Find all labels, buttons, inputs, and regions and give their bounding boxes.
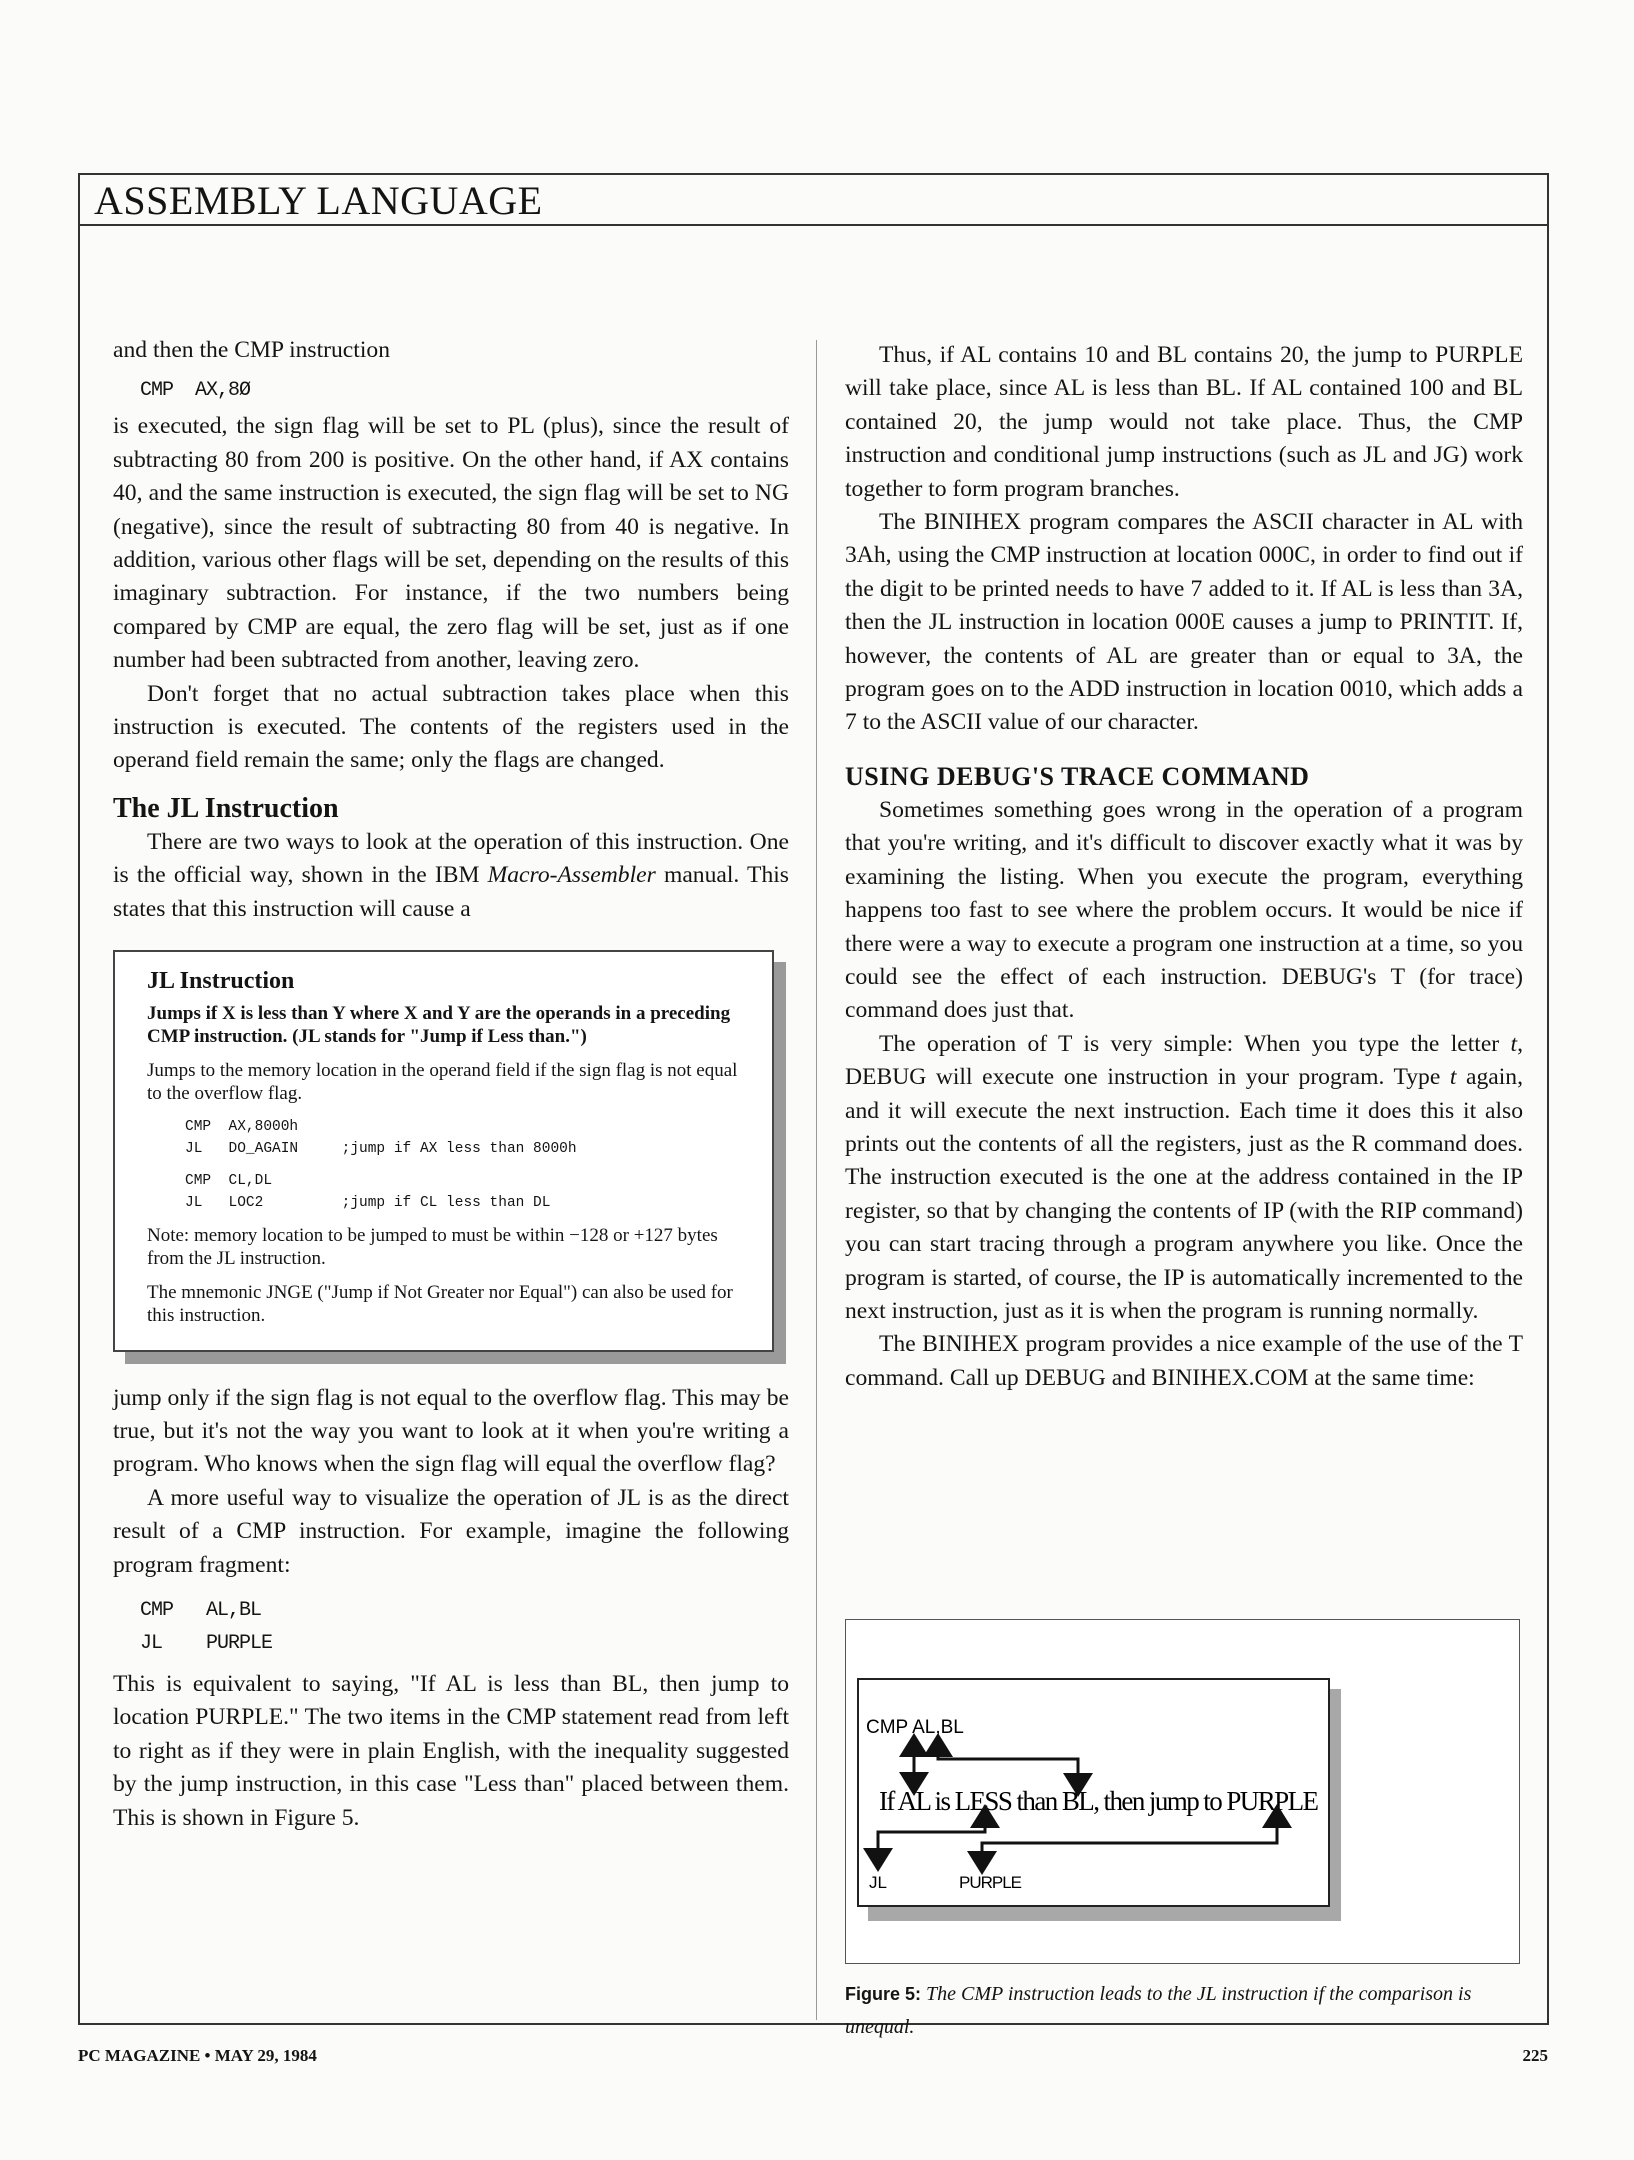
- column-divider: [816, 340, 817, 2020]
- paragraph: The BINIHEX program provides a nice example of the use of the T command. Call up DEBUG and BINIHEX.COM at the same time:: [845, 1331, 1523, 1391]
- jl-instruction-sidebar: [113, 950, 774, 1352]
- caption-text: The CMP instruction leads to the JL instruction if the comparison is unequal.: [845, 1983, 1472, 2038]
- section-header: [78, 173, 1549, 226]
- footer-magazine: PC MAGAZINE • MAY 29, 1984: [78, 2046, 317, 2065]
- figure-5: [845, 1619, 1520, 1964]
- paragraph: The BINIHEX program compares the ASCII character in AL with 3Ah, using the CMP instruction at location 000C, in order to find out if the digit to be printed needs to have 7 added to it. If AL is less than 3A, then the JL instruction in location 000E causes a jump to PRINTIT. If, however, the contents of AL are greater than or equal to 3A, the program goes on to the ADD instruction in location 0010, which adds a 7 to the ASCII value of our character.: [845, 509, 1523, 736]
- paragraph: is executed, the sign flag will be set to PL (plus), since the result of subtracting 80 from 200 is positive. On the other hand, if AX contains 40, and the same instruction is executed, the sign flag will be set to NG (negative), since the result of subtracting 80 from 40 is negative. In addition, various other flags will be set, depending on the results of this imaginary subtraction. For instance, if the two numbers being compared by CMP are equal, the zero flag will be set, just as if one number had been subtracted from another, leaving zero.: [113, 413, 789, 674]
- left-column: [113, 334, 789, 1835]
- sidebar-code: CMP AX,8000h JL DO_AGAIN ;jump if AX less than 8000h: [185, 1118, 577, 1157]
- text: The operation of T is very simple: When you type the letter: [879, 1030, 1511, 1057]
- sidebar-note: Note: memory location to be jumped to must be within −128 or +127 bytes from the JL instruction.: [147, 1224, 718, 1270]
- sidebar-note: The mnemonic JNGE ("Jump if Not Greater nor Equal") can also be used for this instruction.: [147, 1281, 733, 1327]
- code-snippet: CMP AL,BL JL PURPLE: [140, 1599, 273, 1656]
- paragraph: [845, 1028, 1523, 1329]
- paragraph: and then the CMP instruction: [113, 337, 390, 363]
- page-number: 225: [1522, 2046, 1548, 2065]
- paragraph: Don't forget that no actual subtraction takes place when this instruction is executed. The contents of the registers used in the operand field remain the same; only the flags are changed.: [113, 680, 789, 774]
- text: again, and it will execute the next instruction. Each time it does this it also prints out the contents of all the registers, just as the R command does. The instruction executed is the one at the address contained in the IP register, so that by changing the contents of IP (with the RIP command) you can start tracing through a program anywhere you like. Once the program is started, of course, the IP is automatically incremented to the next instruction, just as it is when the program is running normally.: [845, 1064, 1524, 1324]
- sidebar-text: Jumps to the memory location in the operand field if the sign flag is not equal to the overflow flag.: [147, 1059, 738, 1105]
- paragraph: jump only if the sign flag is not equal to the overflow flag. This may be true, but it's not the way you want to look at it when you're writing a program. Who knows when the sign flag will equal the overflow flag?: [113, 1384, 789, 1478]
- text: , DEBUG will execute one instruction in your program. Type: [845, 1030, 1523, 1091]
- text: manual. This states that this instruction will cause a: [113, 862, 789, 922]
- paragraph: [113, 826, 789, 926]
- section-title: ASSEMBLY LANGUAGE: [94, 178, 543, 223]
- right-column: [845, 339, 1523, 1395]
- caption-label: Figure 5:: [845, 1984, 922, 2004]
- text: t: [1449, 1064, 1457, 1091]
- diagram-purple: PURPLE: [959, 1873, 1022, 1892]
- paragraph: Sometimes something goes wrong in the operation of a program that you're writing, and it's difficult to discover exactly what it was by examining the listing. When you execute the program, everything happens too fast to see where the problem occurs. It would be nice if there were a way to execute a program one instruction at a time, so you could see the effect of each instruction. DEBUG's T (for trace) command does just that.: [845, 796, 1523, 1024]
- text: There are two ways to look at the operation of this instruction. One is the official way, shown in the IBM: [113, 828, 789, 889]
- figure-caption: [845, 1978, 1525, 2044]
- book-title: Macro-Assembler: [487, 862, 656, 889]
- code-snippet: CMP AX,8Ø: [140, 379, 251, 403]
- diagram-sentence: If AL is LESS than BL, then jump to PURPLE: [879, 1786, 1319, 1816]
- sidebar-text: Jumps if X is less than Y where X and Y are the operands in a preceding CMP instruction. (JL stands for "Jump if Less than."): [147, 1002, 731, 1048]
- paragraph: A more useful way to visualize the operation of JL is as the direct result of a CMP instruction. For example, imagine the following program fragment:: [113, 1484, 789, 1578]
- section-heading: USING DEBUG'S TRACE COMMAND: [845, 761, 1310, 791]
- sidebar-code: CMP CL,DL JL LOC2 ;jump if CL less than DL: [185, 1172, 551, 1211]
- text: t: [1510, 1030, 1518, 1057]
- section-heading: The JL Instruction: [113, 792, 339, 824]
- diagram-code: CMP AL,BL: [866, 1717, 964, 1738]
- paragraph: This is equivalent to saying, "If AL is less than BL, then jump to location PURPLE." The two items in the CMP statement read from left to right as if they were in plain English, with the inequality suggested by the jump instruction, in this case "Less than" placed between them. This is shown in Figure 5.: [113, 1671, 789, 1831]
- cmp-jl-diagram: [846, 1620, 1521, 1965]
- paragraph: Thus, if AL contains 10 and BL contains 20, the jump to PURPLE will take place, since AL is less than BL. If AL contained 100 and BL contained 20, the jump would not take place. Thus, the CMP instruction and conditional jump instructions (such as JL and JG) work together to form program branches.: [845, 342, 1523, 502]
- sidebar-title: JL Instruction: [147, 968, 295, 995]
- diagram-jl: JL: [869, 1873, 887, 1892]
